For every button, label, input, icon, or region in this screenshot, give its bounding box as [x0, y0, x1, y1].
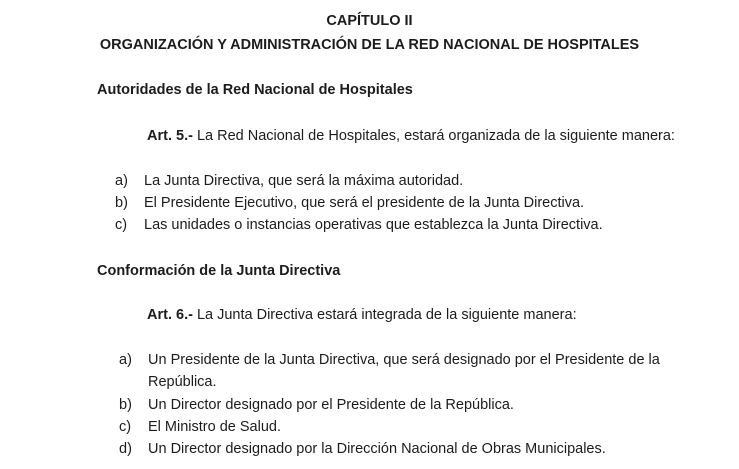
article-6-label: Art. 6.- [147, 307, 193, 323]
list-item-text: La Junta Directiva, que será la máxima autoridad. [144, 173, 464, 189]
list-marker: c) [115, 217, 128, 233]
article-6-text: La Junta Directiva estará integrada de la siguiente manera: [192, 307, 577, 323]
list-item [119, 352, 660, 368]
list-item-text: Las unidades o instancias operativas que establezca la Junta Directiva. [144, 217, 603, 233]
list-marker: d) [119, 441, 132, 457]
list-item [119, 441, 606, 457]
section-heading-autoridades: Autoridades de la Red Nacional de Hospitales [97, 82, 413, 98]
list-item [115, 195, 584, 211]
list-marker: b) [119, 397, 132, 413]
list-marker: c) [119, 419, 132, 435]
section-heading-conformacion: Conformación de la Junta Directiva [97, 263, 341, 279]
list-item-text: El Presidente Ejecutivo, que será el presidente de la Junta Directiva. [144, 195, 585, 211]
list-item-text: Un Director designado por el Presidente de la República. [148, 397, 514, 413]
list-item [119, 397, 514, 413]
list-marker: a) [115, 173, 128, 189]
article-5-label: Art. 5.- [147, 128, 193, 144]
list-item [115, 173, 463, 189]
list-item [115, 217, 603, 233]
chapter-number: CAPÍTULO II [326, 13, 413, 29]
list-marker: a) [119, 352, 132, 368]
article-5 [147, 128, 675, 144]
list-marker: b) [115, 195, 128, 211]
list-item-continuation: República. [148, 374, 217, 390]
list-item-text: Un Director designado por la Dirección Nacional de Obras Municipales. [148, 441, 606, 457]
chapter-title: ORGANIZACIÓN Y ADMINISTRACIÓN DE LA RED NACIONAL DE HOSPITALES [99, 37, 640, 53]
article-5-text: La Red Nacional de Hospitales, estará organizada de la siguiente manera: [192, 128, 675, 144]
list-item-text: El Ministro de Salud. [148, 419, 281, 435]
list-item-text: Un Presidente de la Junta Directiva, que será designado por el Presidente de la [148, 352, 660, 368]
list-item [119, 419, 281, 435]
article-6 [147, 307, 577, 323]
